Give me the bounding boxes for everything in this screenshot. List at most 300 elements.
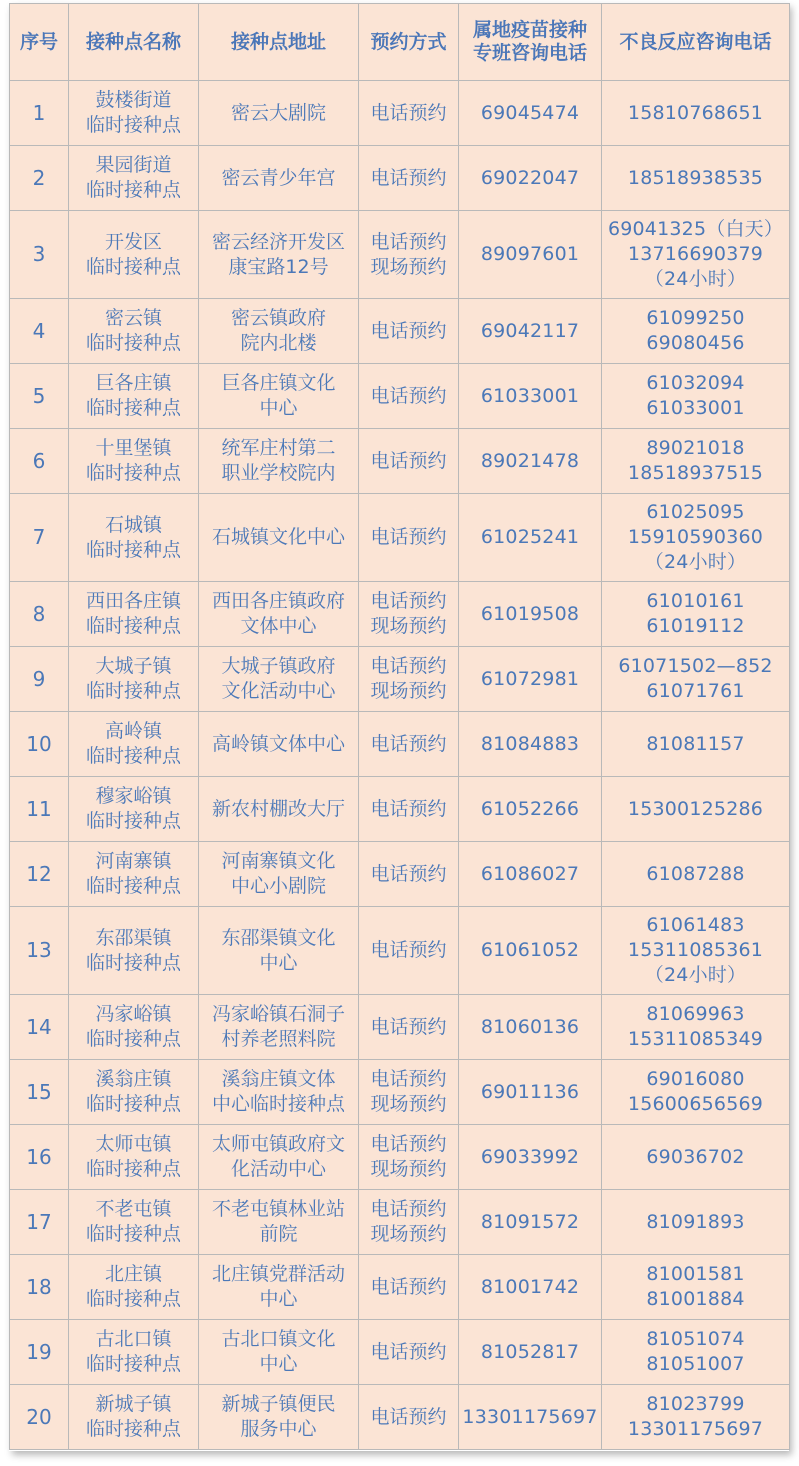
cell-site-name-line: 临时接种点 — [85, 397, 181, 419]
cell-site-address — [199, 1385, 359, 1450]
cell-booking-method — [359, 364, 459, 429]
cell-site-address-line: 中心 — [259, 1353, 298, 1375]
cell-site-name-line: 临时接种点 — [85, 1223, 181, 1245]
table-row — [10, 1060, 790, 1125]
cell-site-address — [199, 1320, 359, 1385]
cell-booking-method — [359, 299, 459, 364]
cell-site-name — [69, 712, 199, 777]
cell-site-name-line: 临时接种点 — [85, 745, 181, 767]
cell-site-address — [199, 1255, 359, 1320]
cell-adverse-reaction-line: 69041325（白天） — [607, 218, 784, 240]
cell-site-address — [199, 494, 359, 582]
cell-site-name — [69, 81, 199, 146]
cell-site-name-line: 开发区 — [104, 230, 162, 253]
cell-hotline-line: 13301175697 — [462, 1405, 598, 1428]
cell-site-address — [199, 995, 359, 1060]
cell-index — [10, 364, 69, 429]
header-hotline-text: 属地疫苗接种专班咨询电话 — [472, 19, 587, 64]
cell-site-name-line: 临时接种点 — [85, 615, 181, 637]
cell-adverse-reaction-line: 61099250 — [646, 307, 745, 329]
cell-adverse-reaction — [602, 146, 790, 211]
cell-adverse-reaction-line: 13716690379 — [627, 243, 764, 265]
cell-site-name — [69, 211, 199, 299]
cell-site-address — [199, 81, 359, 146]
cell-booking-method — [359, 777, 459, 842]
cell-booking-method-line: 电话预约 — [370, 1275, 447, 1298]
cell-hotline — [459, 299, 602, 364]
cell-site-address — [199, 647, 359, 712]
cell-hotline — [459, 429, 602, 494]
table-row — [10, 364, 790, 429]
cell-site-address-line: 文化活动中心 — [221, 680, 336, 702]
cell-adverse-reaction — [602, 1385, 790, 1450]
cell-adverse-reaction — [602, 777, 790, 842]
cell-site-name — [69, 364, 199, 429]
cell-booking-method-line: 电话预约 — [370, 1340, 447, 1363]
cell-adverse-reaction-line: 61071761 — [646, 680, 745, 702]
cell-adverse-reaction-line: 61071502—852 — [618, 655, 773, 677]
cell-hotline — [459, 146, 602, 211]
cell-booking-method — [359, 1060, 459, 1125]
cell-booking-method-line: 电话预约 — [370, 1405, 447, 1428]
cell-site-name-line: 太师屯镇 — [95, 1133, 172, 1155]
cell-adverse-reaction — [602, 81, 790, 146]
cell-booking-method-line: 电话预约 — [370, 732, 447, 755]
cell-site-name — [69, 1060, 199, 1125]
cell-booking-method — [359, 146, 459, 211]
cell-adverse-reaction-line: 81051074 — [646, 1328, 745, 1350]
cell-booking-method-line: 电话预约 — [370, 230, 447, 253]
cell-site-address-line: 巨各庄镇文化 — [221, 372, 336, 394]
cell-site-name — [69, 777, 199, 842]
table-row — [10, 146, 790, 211]
cell-adverse-reaction-line: 61025095 — [646, 501, 745, 523]
cell-site-name-line: 穆家峪镇 — [95, 785, 172, 807]
cell-site-address-line: 村养老照料院 — [221, 1028, 336, 1050]
cell-site-address — [199, 777, 359, 842]
cell-site-address-line: 中心 — [259, 397, 298, 419]
cell-site-address — [199, 907, 359, 995]
cell-hotline — [459, 712, 602, 777]
cell-booking-method-line: 现场预约 — [370, 1093, 447, 1115]
table-row — [10, 429, 790, 494]
cell-adverse-reaction — [602, 712, 790, 777]
cell-index — [10, 777, 69, 842]
cell-booking-method — [359, 582, 459, 647]
table-row — [10, 907, 790, 995]
table-row — [10, 582, 790, 647]
cell-site-address-line: 中心小剧院 — [230, 875, 326, 897]
cell-hotline — [459, 1190, 602, 1255]
cell-booking-method-line: 电话预约 — [370, 939, 447, 961]
table-row — [10, 1255, 790, 1320]
cell-hotline-line: 81084883 — [480, 732, 580, 755]
cell-index — [10, 712, 69, 777]
cell-site-name-line: 临时接种点 — [85, 1158, 181, 1180]
cell-booking-method — [359, 842, 459, 907]
cell-index — [10, 907, 69, 995]
cell-booking-method — [359, 1125, 459, 1190]
cell-adverse-reaction — [602, 842, 790, 907]
cell-index — [10, 1060, 69, 1125]
cell-index-line: 17 — [26, 1209, 52, 1234]
cell-booking-method-line: 现场预约 — [370, 615, 447, 637]
cell-site-address-line: 溪翁庄镇文体 — [221, 1068, 336, 1090]
cell-adverse-reaction-line: 18518937515 — [627, 462, 764, 484]
cell-adverse-reaction-line: 15311085361 — [627, 939, 764, 961]
cell-hotline-line: 61072981 — [480, 667, 580, 690]
table-row — [10, 494, 790, 582]
cell-site-address-line: 职业学校院内 — [221, 462, 336, 484]
cell-site-name-line: 高岭镇 — [104, 720, 162, 742]
cell-hotline — [459, 494, 602, 582]
cell-hotline-line: 89097601 — [480, 243, 580, 265]
cell-site-name — [69, 995, 199, 1060]
cell-hotline — [459, 842, 602, 907]
cell-booking-method — [359, 907, 459, 995]
cell-site-address — [199, 1060, 359, 1125]
cell-booking-method-line: 电话预约 — [370, 1068, 447, 1090]
cell-adverse-reaction — [602, 1320, 790, 1385]
cell-site-address — [199, 299, 359, 364]
cell-adverse-reaction-line: 81001581 — [646, 1263, 745, 1285]
cell-site-address-line: 化活动中心 — [230, 1158, 326, 1180]
cell-hotline-line: 61086027 — [480, 862, 580, 885]
cell-adverse-reaction — [602, 494, 790, 582]
cell-booking-method — [359, 1385, 459, 1450]
cell-booking-method — [359, 211, 459, 299]
cell-hotline — [459, 907, 602, 995]
cell-adverse-reaction — [602, 1060, 790, 1125]
cell-site-address-line: 中心 — [259, 951, 298, 974]
cell-booking-method-line: 电话预约 — [370, 590, 447, 612]
cell-site-name-line: 临时接种点 — [85, 875, 181, 897]
cell-hotline-line: 61052266 — [480, 797, 580, 820]
cell-site-address-line: 河南寨镇文化 — [221, 850, 336, 872]
cell-site-name — [69, 582, 199, 647]
cell-index-line: 11 — [26, 796, 52, 821]
vaccination-sites-table-card — [9, 3, 789, 1451]
cell-adverse-reaction-line: 61019112 — [646, 615, 745, 637]
cell-booking-method-line: 电话预约 — [370, 1133, 447, 1155]
cell-site-address — [199, 146, 359, 211]
table-body — [10, 81, 790, 1450]
cell-booking-method-line: 现场预约 — [370, 1223, 447, 1245]
cell-adverse-reaction-line: 81001884 — [646, 1288, 745, 1310]
cell-hotline-line: 81091572 — [480, 1210, 580, 1233]
cell-site-address-line: 新城子镇便民 — [221, 1393, 336, 1415]
cell-booking-method — [359, 81, 459, 146]
cell-site-name-line: 北庄镇 — [104, 1263, 162, 1285]
cell-hotline — [459, 1255, 602, 1320]
cell-site-address — [199, 211, 359, 299]
table-row — [10, 1320, 790, 1385]
cell-booking-method — [359, 429, 459, 494]
cell-index-line: 7 — [32, 525, 46, 549]
cell-booking-method-line: 电话预约 — [370, 862, 447, 885]
cell-hotline — [459, 582, 602, 647]
cell-hotline — [459, 777, 602, 842]
cell-site-name — [69, 1385, 199, 1450]
cell-site-address-line: 文体中心 — [240, 615, 317, 637]
cell-adverse-reaction — [602, 299, 790, 364]
cell-booking-method-line: 电话预约 — [370, 797, 447, 820]
cell-site-address-line: 中心临时接种点 — [211, 1093, 345, 1115]
table-row — [10, 777, 790, 842]
cell-adverse-reaction-line: 15810768651 — [627, 101, 764, 124]
cell-index-line: 16 — [26, 1144, 52, 1169]
cell-index-line: 20 — [26, 1404, 52, 1429]
cell-hotline — [459, 364, 602, 429]
cell-site-name — [69, 907, 199, 995]
cell-adverse-reaction-line: 81051007 — [646, 1353, 745, 1375]
cell-site-name-line: 临时接种点 — [85, 255, 181, 278]
cell-site-name — [69, 494, 199, 582]
cell-hotline-line: 61061052 — [480, 939, 580, 961]
cell-adverse-reaction-line: 18518938535 — [627, 166, 764, 189]
cell-site-name-line: 临时接种点 — [85, 114, 181, 136]
table-row — [10, 81, 790, 146]
cell-hotline-line: 81052817 — [480, 1340, 580, 1363]
cell-site-name-line: 大城子镇 — [95, 655, 172, 677]
cell-hotline — [459, 1060, 602, 1125]
cell-index-line: 18 — [26, 1274, 52, 1299]
cell-adverse-reaction-line: 61087288 — [646, 862, 745, 885]
header-adverse-reaction: 不良反应咨询电话 — [602, 4, 790, 81]
cell-site-name-line: 河南寨镇 — [95, 850, 172, 872]
cell-site-address — [199, 1190, 359, 1255]
cell-site-name-line: 冯家峪镇 — [95, 1003, 172, 1025]
cell-site-name-line: 临时接种点 — [85, 1288, 181, 1310]
cell-adverse-reaction-line: 81091893 — [646, 1210, 745, 1233]
cell-hotline-line: 69033992 — [480, 1145, 580, 1168]
cell-site-name-line: 临时接种点 — [85, 951, 181, 974]
cell-index-line: 6 — [32, 448, 46, 473]
cell-site-name-line: 不老屯镇 — [95, 1198, 172, 1220]
cell-booking-method-line: 电话预约 — [370, 101, 447, 124]
cell-index — [10, 146, 69, 211]
cell-adverse-reaction — [602, 364, 790, 429]
cell-adverse-reaction-line: 69036702 — [646, 1145, 745, 1168]
cell-site-address — [199, 429, 359, 494]
cell-site-name-line: 临时接种点 — [85, 538, 181, 561]
cell-site-name-line: 临时接种点 — [85, 462, 181, 484]
cell-hotline — [459, 647, 602, 712]
cell-booking-method — [359, 995, 459, 1060]
cell-adverse-reaction — [602, 1125, 790, 1190]
cell-hotline-line: 89021478 — [480, 449, 580, 472]
header-site-address: 接种点地址 — [199, 4, 359, 81]
cell-index-line: 10 — [26, 731, 52, 756]
table-row — [10, 299, 790, 364]
cell-site-address-line: 北庄镇党群活动 — [211, 1263, 345, 1285]
cell-index-line: 9 — [32, 666, 46, 691]
header-index: 序号 — [10, 4, 69, 81]
cell-index — [10, 995, 69, 1060]
cell-booking-method-line: 电话预约 — [370, 526, 447, 548]
cell-index — [10, 582, 69, 647]
cell-booking-method — [359, 1255, 459, 1320]
cell-booking-method-line: 电话预约 — [370, 449, 447, 472]
cell-adverse-reaction-line: （24小时） — [644, 268, 747, 290]
cell-adverse-reaction — [602, 907, 790, 995]
cell-site-name-line: 临时接种点 — [85, 179, 181, 201]
cell-hotline — [459, 1385, 602, 1450]
cell-adverse-reaction — [602, 582, 790, 647]
cell-index — [10, 1255, 69, 1320]
table-row — [10, 1190, 790, 1255]
cell-booking-method-line: 电话预约 — [370, 384, 447, 407]
table-row — [10, 712, 790, 777]
cell-hotline-line: 69022047 — [480, 166, 580, 189]
cell-index — [10, 1190, 69, 1255]
cell-hotline-line: 69045474 — [480, 101, 580, 124]
cell-site-name — [69, 1125, 199, 1190]
cell-index-line: 13 — [26, 938, 52, 962]
cell-index — [10, 429, 69, 494]
cell-site-name — [69, 1255, 199, 1320]
cell-index — [10, 211, 69, 299]
header-booking-method: 预约方式 — [359, 4, 459, 81]
cell-adverse-reaction-line: 81023799 — [646, 1393, 745, 1415]
cell-site-address — [199, 842, 359, 907]
cell-site-address-line: 新农村棚改大厅 — [211, 797, 345, 820]
cell-site-name — [69, 1190, 199, 1255]
cell-adverse-reaction-line: 81069963 — [646, 1003, 745, 1025]
cell-site-address — [199, 582, 359, 647]
cell-booking-method — [359, 712, 459, 777]
cell-hotline-line: 81060136 — [480, 1015, 580, 1038]
cell-site-name-line: 新城子镇 — [95, 1393, 172, 1415]
cell-site-address-line: 密云青少年宫 — [221, 166, 336, 189]
cell-site-name-line: 临时接种点 — [85, 810, 181, 832]
cell-hotline-line: 61019508 — [480, 602, 580, 625]
cell-hotline — [459, 1125, 602, 1190]
cell-site-address-line: 密云经济开发区 — [211, 230, 345, 253]
cell-index — [10, 647, 69, 712]
cell-site-name — [69, 1320, 199, 1385]
cell-index — [10, 494, 69, 582]
cell-adverse-reaction-line: （24小时） — [644, 964, 747, 986]
cell-site-name-line: 临时接种点 — [85, 1353, 181, 1375]
cell-adverse-reaction-line: 15600656569 — [627, 1093, 764, 1115]
cell-index-line: 1 — [32, 100, 46, 125]
table-row — [10, 211, 790, 299]
cell-site-name-line: 溪翁庄镇 — [95, 1068, 172, 1090]
cell-index-line: 12 — [26, 861, 52, 886]
table-row — [10, 1385, 790, 1450]
cell-site-name-line: 鼓楼街道 — [95, 89, 172, 111]
cell-adverse-reaction-line: 15311085349 — [627, 1028, 764, 1050]
table-row — [10, 995, 790, 1060]
cell-booking-method — [359, 494, 459, 582]
cell-booking-method-line: 电话预约 — [370, 166, 447, 189]
cell-adverse-reaction-line: 61033001 — [646, 397, 745, 419]
cell-site-name — [69, 299, 199, 364]
cell-site-name — [69, 647, 199, 712]
cell-site-name-line: 密云镇 — [104, 307, 162, 329]
table-row — [10, 842, 790, 907]
cell-site-address-line: 高岭镇文体中心 — [211, 732, 345, 755]
cell-index-line: 5 — [32, 383, 46, 408]
cell-hotline-line: 81001742 — [480, 1275, 580, 1298]
cell-site-name-line: 巨各庄镇 — [95, 372, 172, 394]
cell-adverse-reaction — [602, 429, 790, 494]
cell-booking-method — [359, 1320, 459, 1385]
cell-index — [10, 842, 69, 907]
cell-booking-method-line: 现场预约 — [370, 1158, 447, 1180]
cell-site-address-line: 冯家峪镇石洞子 — [211, 1003, 345, 1025]
cell-site-address — [199, 364, 359, 429]
cell-site-name-line: 果园街道 — [95, 154, 172, 176]
cell-site-address-line: 大城子镇政府 — [221, 655, 336, 677]
cell-booking-method-line: 电话预约 — [370, 1198, 447, 1220]
cell-site-address-line: 东邵渠镇文化 — [221, 926, 336, 949]
cell-index-line: 4 — [32, 318, 46, 343]
cell-hotline-line: 61025241 — [480, 526, 580, 548]
cell-index — [10, 299, 69, 364]
cell-booking-method-line: 电话预约 — [370, 655, 447, 677]
cell-hotline-line: 69042117 — [480, 319, 580, 342]
cell-index-line: 14 — [26, 1014, 52, 1039]
cell-adverse-reaction-line: 15300125286 — [627, 797, 764, 820]
cell-adverse-reaction-line: 81081157 — [646, 732, 745, 755]
cell-site-address-line: 太师屯镇政府文 — [211, 1133, 345, 1155]
cell-index — [10, 81, 69, 146]
cell-site-address-line: 院内北楼 — [240, 332, 317, 354]
cell-booking-method-line: 电话预约 — [370, 1015, 447, 1038]
cell-site-name-line: 临时接种点 — [85, 1418, 181, 1440]
table-header-row — [10, 4, 790, 81]
table-row — [10, 1125, 790, 1190]
header-site-name: 接种点名称 — [69, 4, 199, 81]
cell-hotline — [459, 995, 602, 1060]
cell-site-name — [69, 842, 199, 907]
cell-site-name-line: 临时接种点 — [85, 332, 181, 354]
cell-site-name-line: 西田各庄镇 — [85, 590, 181, 612]
cell-site-address-line: 古北口镇文化 — [221, 1328, 336, 1350]
cell-site-address-line: 康宝路12号 — [228, 255, 329, 278]
cell-site-address-line: 密云镇政府 — [230, 307, 326, 329]
cell-site-name-line: 石城镇 — [104, 513, 162, 536]
cell-site-name-line: 东邵渠镇 — [95, 926, 172, 949]
cell-site-address — [199, 712, 359, 777]
cell-site-address-line: 密云大剧院 — [230, 101, 326, 124]
cell-site-name-line: 十里堡镇 — [95, 437, 172, 459]
cell-site-name-line: 临时接种点 — [85, 680, 181, 702]
cell-adverse-reaction — [602, 995, 790, 1060]
cell-hotline-line: 61033001 — [480, 384, 580, 407]
cell-hotline — [459, 1320, 602, 1385]
vaccination-sites-table — [9, 3, 790, 1450]
header-hotline — [459, 4, 602, 81]
cell-site-address-line: 西田各庄镇政府 — [211, 590, 345, 612]
cell-adverse-reaction — [602, 647, 790, 712]
cell-adverse-reaction-line: 89021018 — [646, 437, 745, 459]
cell-index-line: 19 — [26, 1339, 52, 1364]
cell-adverse-reaction-line: 61032094 — [646, 372, 745, 394]
cell-site-name-line: 临时接种点 — [85, 1093, 181, 1115]
cell-site-address-line: 统军庄村第二 — [221, 437, 336, 459]
cell-booking-method — [359, 647, 459, 712]
cell-adverse-reaction-line: 13301175697 — [627, 1418, 764, 1440]
cell-site-name — [69, 429, 199, 494]
cell-site-address-line: 前院 — [259, 1223, 298, 1245]
cell-adverse-reaction-line: 61010161 — [646, 590, 745, 612]
cell-adverse-reaction-line: 69016080 — [646, 1068, 745, 1090]
cell-hotline-line: 69011136 — [480, 1080, 580, 1103]
cell-site-address-line: 不老屯镇林业站 — [211, 1198, 345, 1220]
